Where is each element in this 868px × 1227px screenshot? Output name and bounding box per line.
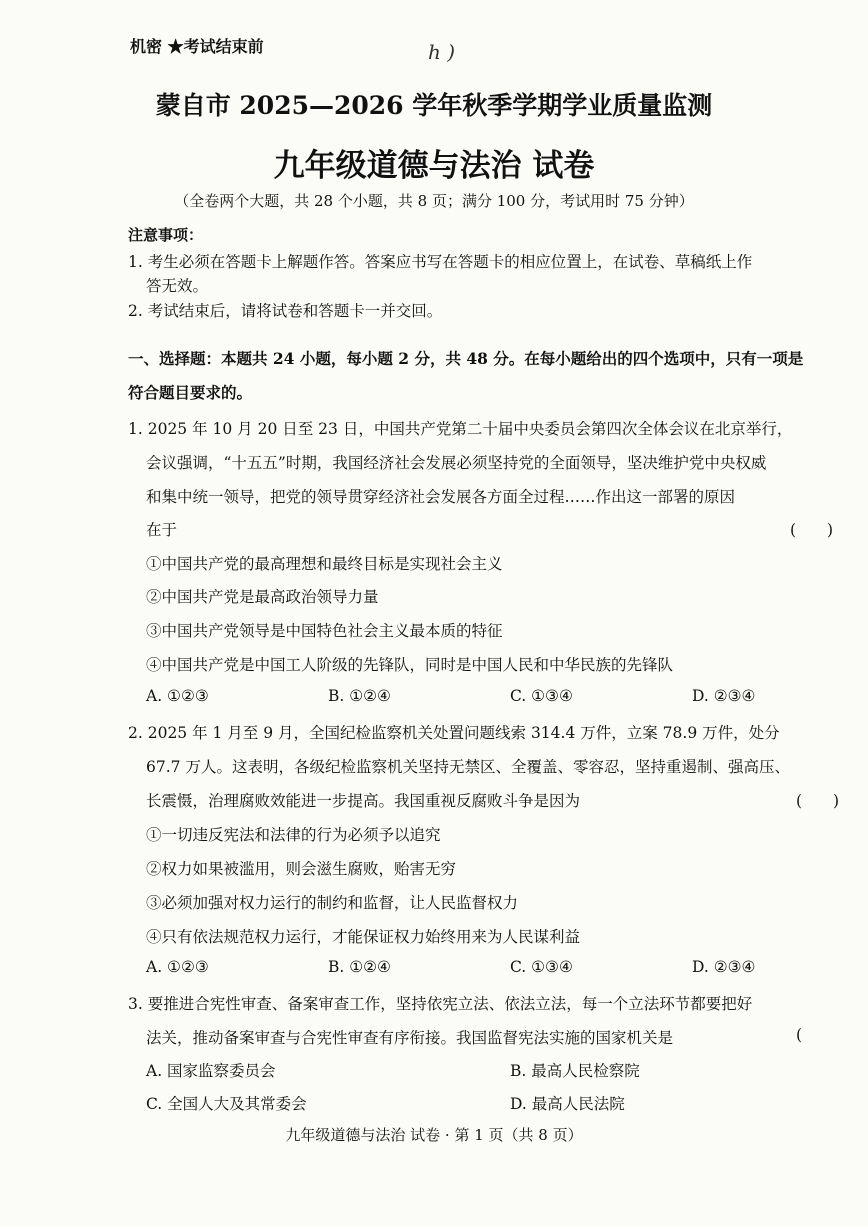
statement-item: ③必须加强对权力运行的制约和监督，让人民监督权力 [146, 894, 519, 912]
section-title: 一、选择题：本题共 24 小题，每小题 2 分，共 48 分。在每小题给出的四个选项中，只有一项是 [128, 349, 804, 368]
statement-item: ④中国共产党是中国工人阶级的先锋队，同时是中国人民和中华民族的先锋队 [146, 656, 674, 674]
question-stem-line: 和集中统一领导，把党的领导贯穿经济社会发展各方面全过程……作出这一部署的原因 [146, 488, 736, 506]
option-d: D. ②③④ [692, 687, 756, 705]
exam-title-line1: 蒙自市 2025—2026 学年秋季学期学业质量监测 [155, 91, 713, 120]
notice-item-2: 2. 考试结束后，请将试卷和答题卡一并交回。 [128, 302, 443, 320]
statement-item: ③中国共产党领导是中国特色社会主义最本质的特征 [146, 622, 503, 640]
notice-item-1: 1. 考生必须在答题卡上解题作答。答案应书写在答题卡的相应位置上，在试卷、草稿纸上作 [128, 253, 753, 271]
question-stem-line: 在于 [146, 521, 178, 539]
notice-title: 注意事项： [128, 226, 204, 244]
question-stem-line: 会议强调，“十五五”时期，我国经济社会发展必须坚持党的全面领导，坚决维护党中央权威 [146, 454, 767, 472]
statement-item: ①一切违反宪法和法律的行为必须予以追究 [146, 826, 441, 844]
option-b: B. ①②④ [328, 958, 391, 976]
question-stem-line: 法关，推动备案审查与合宪性审查有序衔接。我国监督宪法实施的国家机关是 [146, 1029, 674, 1047]
answer-parenthesis: ( ) [790, 521, 834, 539]
option-c: C. ①③④ [510, 958, 573, 976]
page-footer: 九年级道德与法治 试卷 · 第 1 页（共 8 页） [285, 1126, 583, 1144]
question-stem-line: 1. 2025 年 10 月 20 日至 23 日，中国共产党第二十届中央委员会第四次全体会议在北京举行， [128, 420, 793, 438]
notice-item-1-cont: 答无效。 [146, 277, 209, 295]
option-c: C. 全国人大及其常委会 [146, 1095, 307, 1113]
question-stem-line: 长震慑，治理腐败效能进一步提高。我国重视反腐败斗争是因为 [146, 792, 581, 810]
option-a: A. 国家监察委员会 [146, 1062, 276, 1080]
exam-info: （全卷两个大题，共 28 个小题，共 8 页；满分 100 分，考试用时 75 分钟） [174, 192, 694, 210]
question-stem-line: 67.7 万人。这表明，各级纪检监察机关坚持无禁区、全覆盖、零容忍，坚持重遏制、强高压、 [146, 758, 790, 776]
question-stem-line: 3. 要推进合宪性审查、备案审查工作，坚持依宪立法、依法立法，每一个立法环节都要把好 [128, 995, 753, 1013]
handwritten-mark: h ) [428, 40, 456, 64]
answer-parenthesis: ( [796, 1026, 803, 1044]
statement-item: ②权力如果被滥用，则会滋生腐败，贻害无穷 [146, 860, 457, 878]
statement-item: ①中国共产党的最高理想和最终目标是实现社会主义 [146, 555, 503, 573]
question-stem-line: 2. 2025 年 1 月至 9 月，全国纪检监察机关处置问题线索 314.4 万件，立案 78.9 万件，处分 [128, 724, 780, 742]
confidential-label: 机密 ★考试结束前 [130, 37, 264, 56]
option-a: A. ①②③ [146, 687, 209, 705]
option-b: B. 最高人民检察院 [510, 1062, 640, 1080]
answer-parenthesis: ( ) [796, 792, 840, 810]
option-d: D. 最高人民法院 [510, 1095, 625, 1113]
option-d: D. ②③④ [692, 958, 756, 976]
exam-title-line2: 九年级道德与法治 试卷 [273, 148, 595, 184]
statement-item: ②中国共产党是最高政治领导力量 [146, 588, 379, 606]
option-a: A. ①②③ [146, 958, 209, 976]
option-c: C. ①③④ [510, 687, 573, 705]
statement-item: ④只有依法规范权力运行，才能保证权力始终用来为人民谋利益 [146, 928, 581, 946]
section-title-cont: 符合题目要求的。 [128, 383, 253, 402]
option-b: B. ①②④ [328, 687, 391, 705]
